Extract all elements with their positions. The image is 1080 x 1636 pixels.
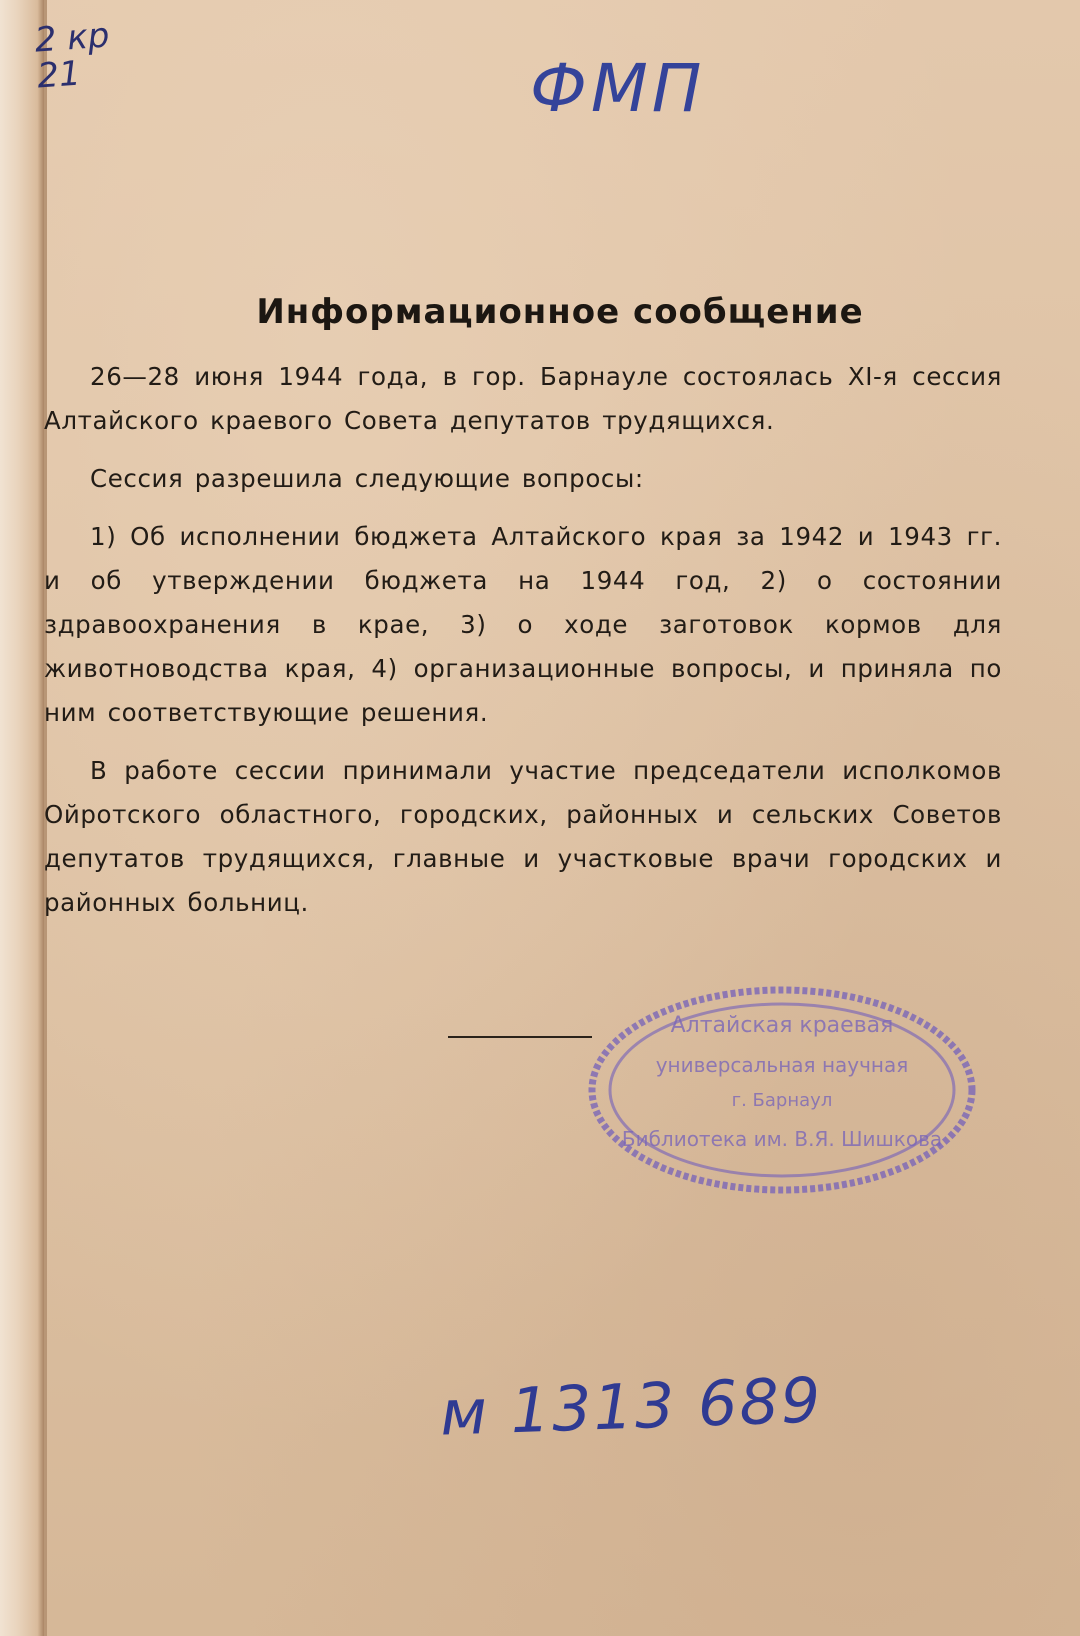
- divider-line: [448, 1036, 592, 1038]
- stamp-line-4: Библиотека им. В.Я. Шишкова: [621, 1127, 943, 1151]
- paragraph-participants: В работе сессии принимали участие председатели исполкомов Ойротского областного, городских, районных и сельских Советов депутатов трудящихся, главные и участковые врачи городских и районных больниц.: [44, 756, 1002, 917]
- handwritten-inventory-number: м 1313 689: [438, 1363, 824, 1450]
- stamp-line-3: г. Барнаул: [731, 1090, 833, 1111]
- document-body: [44, 355, 1002, 939]
- library-stamp: [584, 982, 980, 1198]
- handwritten-corner-code: 2 кр 21: [33, 15, 111, 97]
- paragraph-session-info: 26—28 июня 1944 года, в гор. Барнауле состоялась XI-я сессия Алтайского краевого Совета депутатов трудящихся.: [44, 362, 1002, 435]
- paragraph-questions-list: 1) Об исполнении бюджета Алтайского края за 1942 и 1943 гг. и об утверждении бюджета на 1944 год, 2) о состоянии здравоохранения в крае, 3) о ходе заготовок кормов для животноводства края, 4) организационные вопросы, и приняла по ним соответствующие решения.: [44, 522, 1002, 727]
- stamp-line-2: универсальная научная: [655, 1053, 909, 1077]
- stamp-line-1: Алтайская краевая: [670, 1013, 894, 1038]
- handwritten-top-mark: ФМП: [530, 50, 706, 127]
- paragraph-questions-intro: Сессия разрешила следующие вопросы:: [90, 464, 644, 493]
- binding-spine: [0, 0, 45, 1636]
- document-title: Информационное сообщение: [256, 292, 864, 332]
